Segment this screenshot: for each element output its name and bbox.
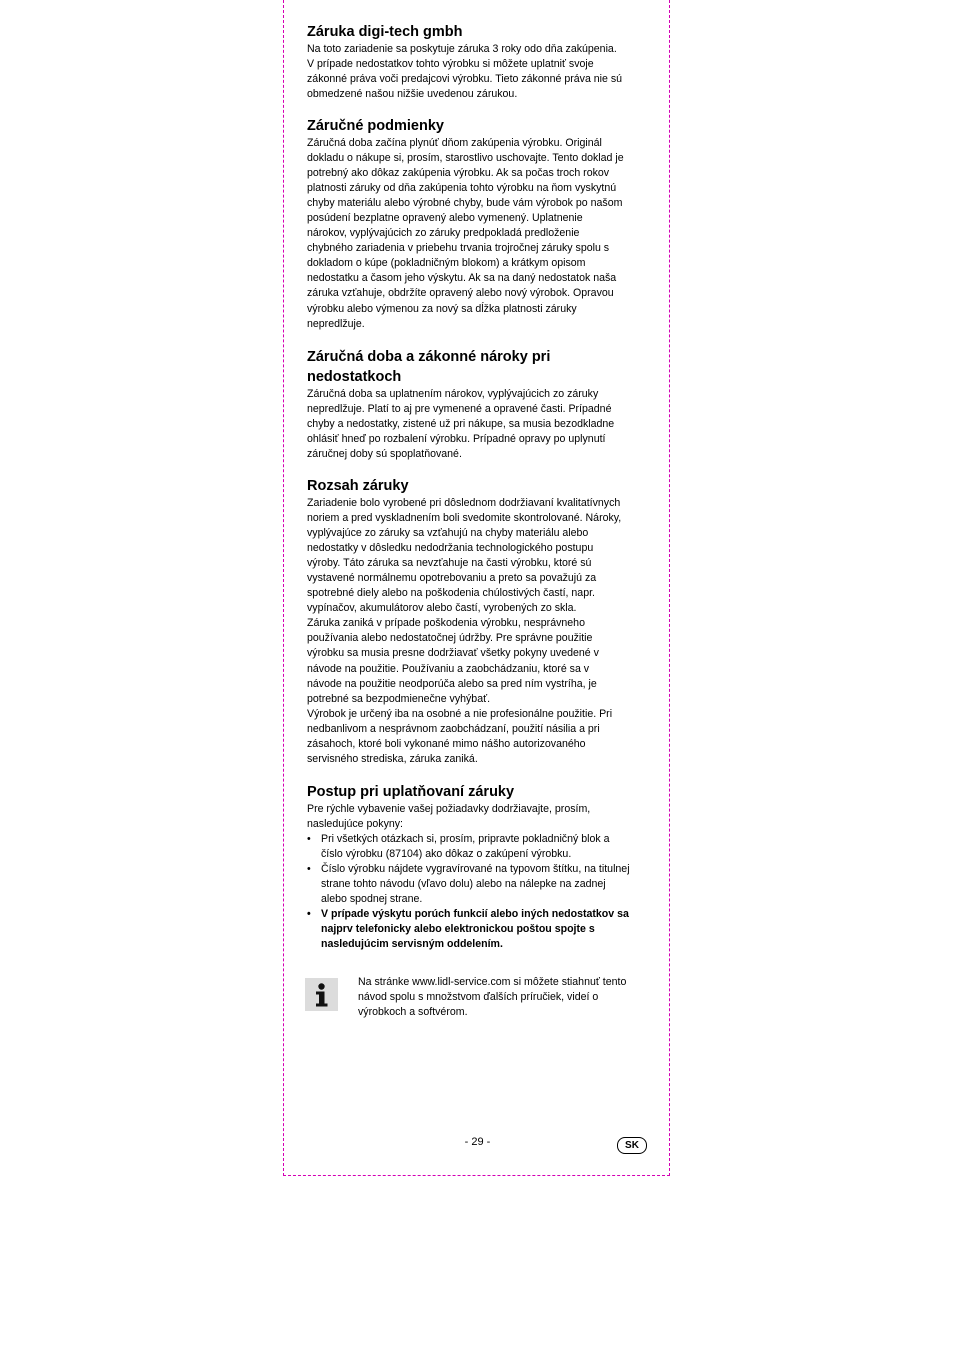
section-title: Záručné podmienky — [307, 118, 444, 134]
list-item: • Pri všetkých otázkach si, prosím, pripravte pokladničný blok a číslo výrobku (87104) ako dôkaz o zakúpení výrobku. — [307, 832, 630, 862]
list-item: • V prípade výskytu porúch funkcií alebo iných nedostatkov sa najprv telefonicky alebo elektronickou poštou spojte s nasledujúcim servisným oddelením. — [307, 907, 630, 952]
section-title: Postup pri uplatňovaní záruky — [307, 784, 515, 800]
instruction-list — [307, 832, 630, 952]
warranty-section — [307, 22, 622, 102]
trim-line-right — [669, 0, 670, 1176]
section-title: Záruka digi-tech gmbh — [307, 24, 463, 40]
paragraph: Na toto zariadenie sa poskytuje záruka 3 roky odo dňa zakúpenia. V prípade nedostatkov tohto výrobku si môžete uplatniť svoje zákonné práva voči predajcovi výrobku. Tieto zákonné práva nie sú obmedzené našou nižšie uvedenou zárukou. — [307, 43, 623, 101]
section-title: Záručná doba a zákonné nároky pri nedostatkoch — [307, 349, 551, 385]
trim-line-left — [283, 0, 284, 1176]
language-badge: SK — [617, 1137, 647, 1154]
paragraph: Zariadenie bolo vyrobené pri dôslednom dodržiavaní kvalitatívnych noriem a pred vyskladnením boli svedomite skontrolované. Nároky, vyplývajúce zo záruky sa vzťahujú na chyby materiálu alebo nedostatky v dôsledku nedodržania technologického postupu výroby. Táto záruka sa nevzťahuje na časti výrobku, ktoré sú vystavené normálnemu opotrebovaniu a preto sa považujú za spotrebné diely alebo na poškodenia chúlostivých častí, napr. vypínačov, akumulátorov alebo častí, vyrobených zo skla. Záruka zaniká v prípade poškodenia výrobku, nesprávneho používania alebo nedostatočnej údržby. Pre správne použitie výrobku sa musia presne dodržiavať všetky pokyny uvedené v návode na použitie. Používaniu a zaobchádzaniu, ktoré sa v návode na použitie neodporúča alebo sa pred ním vystríha, je potrebné sa bezpodmienečne vyhýbať. Výrobok je určený iba na osobné a nie profesionálne použitie. Pri nedbanlivom a nesprávnom zaobchádzaní, použití násilia a pri zásahoch, ktoré boli vykonané mimo nášho autorizovaného servisného strediska, záruka zaniká. — [307, 497, 622, 765]
info-icon — [305, 978, 338, 1011]
paragraph: Pre rýchle vybavenie vašej požiadavky dodržiavajte, prosím, nasledujúce pokyny: — [307, 803, 591, 831]
list-item: • Číslo výrobku nájdete vygravírované na typovom štítku, na titulnej strane tohto návodu (vľavo dolu) alebo na nálepke na zadnej alebo spodnej strane. — [307, 862, 630, 907]
section-title: Rozsah záruky — [307, 478, 409, 494]
scope-section — [307, 476, 621, 767]
procedure-section — [307, 782, 630, 952]
trim-line-bottom — [283, 1175, 670, 1176]
period-section — [307, 347, 614, 462]
info-text: Na stránke www.lidl-service.com si môžete stiahnuť tento návod spolu s množstvom ďalších príručiek, videí o výrobkoch a softvérom. — [358, 976, 627, 1019]
conditions-section — [307, 116, 624, 332]
paragraph: Záručná doba sa uplatnením nárokov, vyplývajúcich zo záruky nepredlžuje. Platí to aj pre vymenené a opravené časti. Prípadné chyby a nedostatky, zistené už pri nákupe, sa musia bezodkladne ohlásiť hneď po rozbalení výrobku. Prípadné opravy po uplynutí záručnej doby sú spoplatňované. — [307, 388, 615, 461]
paragraph: Záručná doba začína plynúť dňom zakúpenia výrobku. Originál dokladu o nákupe si, prosím, starostlivo uschovajte. Tento doklad je potrebný ako dôkaz zakúpenia výrobku. Ak sa počas troch rokov platnosti záruky od dňa zakúpenia tohto výrobku na ňom vyskytnú chyby materiálu alebo výrobné chyby, bude vám výrobok po našom posúdení bezplatne opravený alebo vymenený. Uplatnenie nárokov, vyplývajúcich zo záruky predpokladá predloženie chybného zariadenia v priebehu trvania trojročnej záruky spolu s dokladom o kúpe (pokladničným blokom) a krátkym opisom nedostatku a časom jeho výskytu. Ak sa na daný nedostatok naša záruka vzťahuje, obdržíte opravený alebo nový výrobok. Opravou výrobku alebo výmenou za nový sa dĺžka platnosti záruky nepredlžuje. — [307, 137, 624, 330]
page-number: - 29 - — [464, 1136, 491, 1148]
